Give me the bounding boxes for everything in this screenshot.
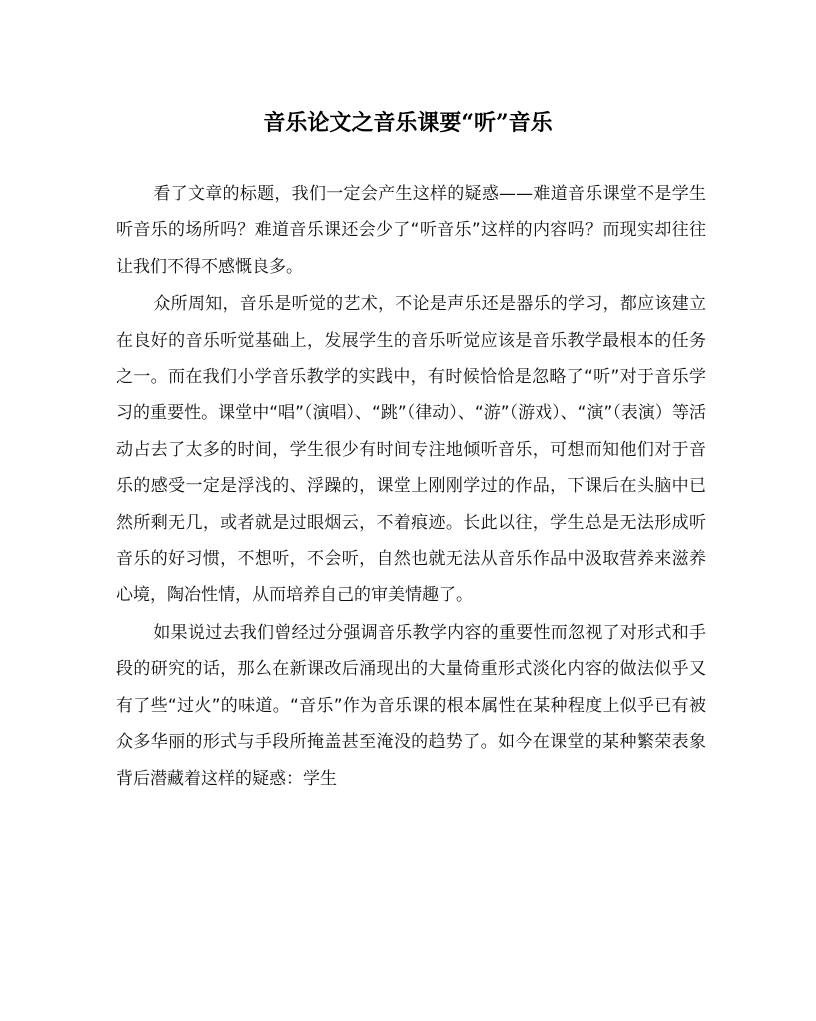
paragraph-1: 看了文章的标题，我们一定会产生这样的疑惑——难道音乐课堂不是学生听音乐的场所吗？难道音乐课还会少了“听音乐”这样的内容吗？而现实却往往让我们不得不感慨良多。 (116, 184, 706, 277)
article-body (116, 176, 706, 797)
paragraph-2: 众所周知，音乐是听觉的艺术，不论是声乐还是器乐的学习，都应该建立在良好的音乐听觉基础上，发展学生的音乐听觉应该是音乐教学最根本的任务之一。而在我们小学音乐教学的实践中，有时候恰恰是忽略了“听”对于音乐学习的重要性。课堂中“唱”（演唱）、“跳”（律动）、“游”（游戏）、“演”（表演）等活动占去了太多的时间，学生很少有时间专注地倾听音乐，可想而知他们对于音乐的感受一定是浮浅的、浮躁的，课堂上刚刚学过的作品，下课后在头脑中已然所剩无几，或者就是过眼烟云，不着痕迹。长此以往，学生总是无法形成听音乐的好习惯，不想听，不会听，自然也就无法从音乐作品中汲取营养来滋养心境，陶冶性情，从而培养自己的审美情趣了。 (116, 294, 706, 606)
paragraph-3: 如果说过去我们曾经过分强调音乐教学内容的重要性而忽视了对形式和手段的研究的话，那么在新课改后涌现出的大量倚重形式淡化内容的做法似乎又有了些“过火”的味道。“音乐”作为音乐课的根本属性在某种程度上似乎已有被众多华丽的形式与手段所掩盖甚至淹没的趋势了。如今在课堂的某种繁荣表象背后潜藏着这样的疑惑：学生 (116, 622, 706, 789)
page-title: 音乐论文之音乐课要“听”音乐 (263, 110, 553, 136)
